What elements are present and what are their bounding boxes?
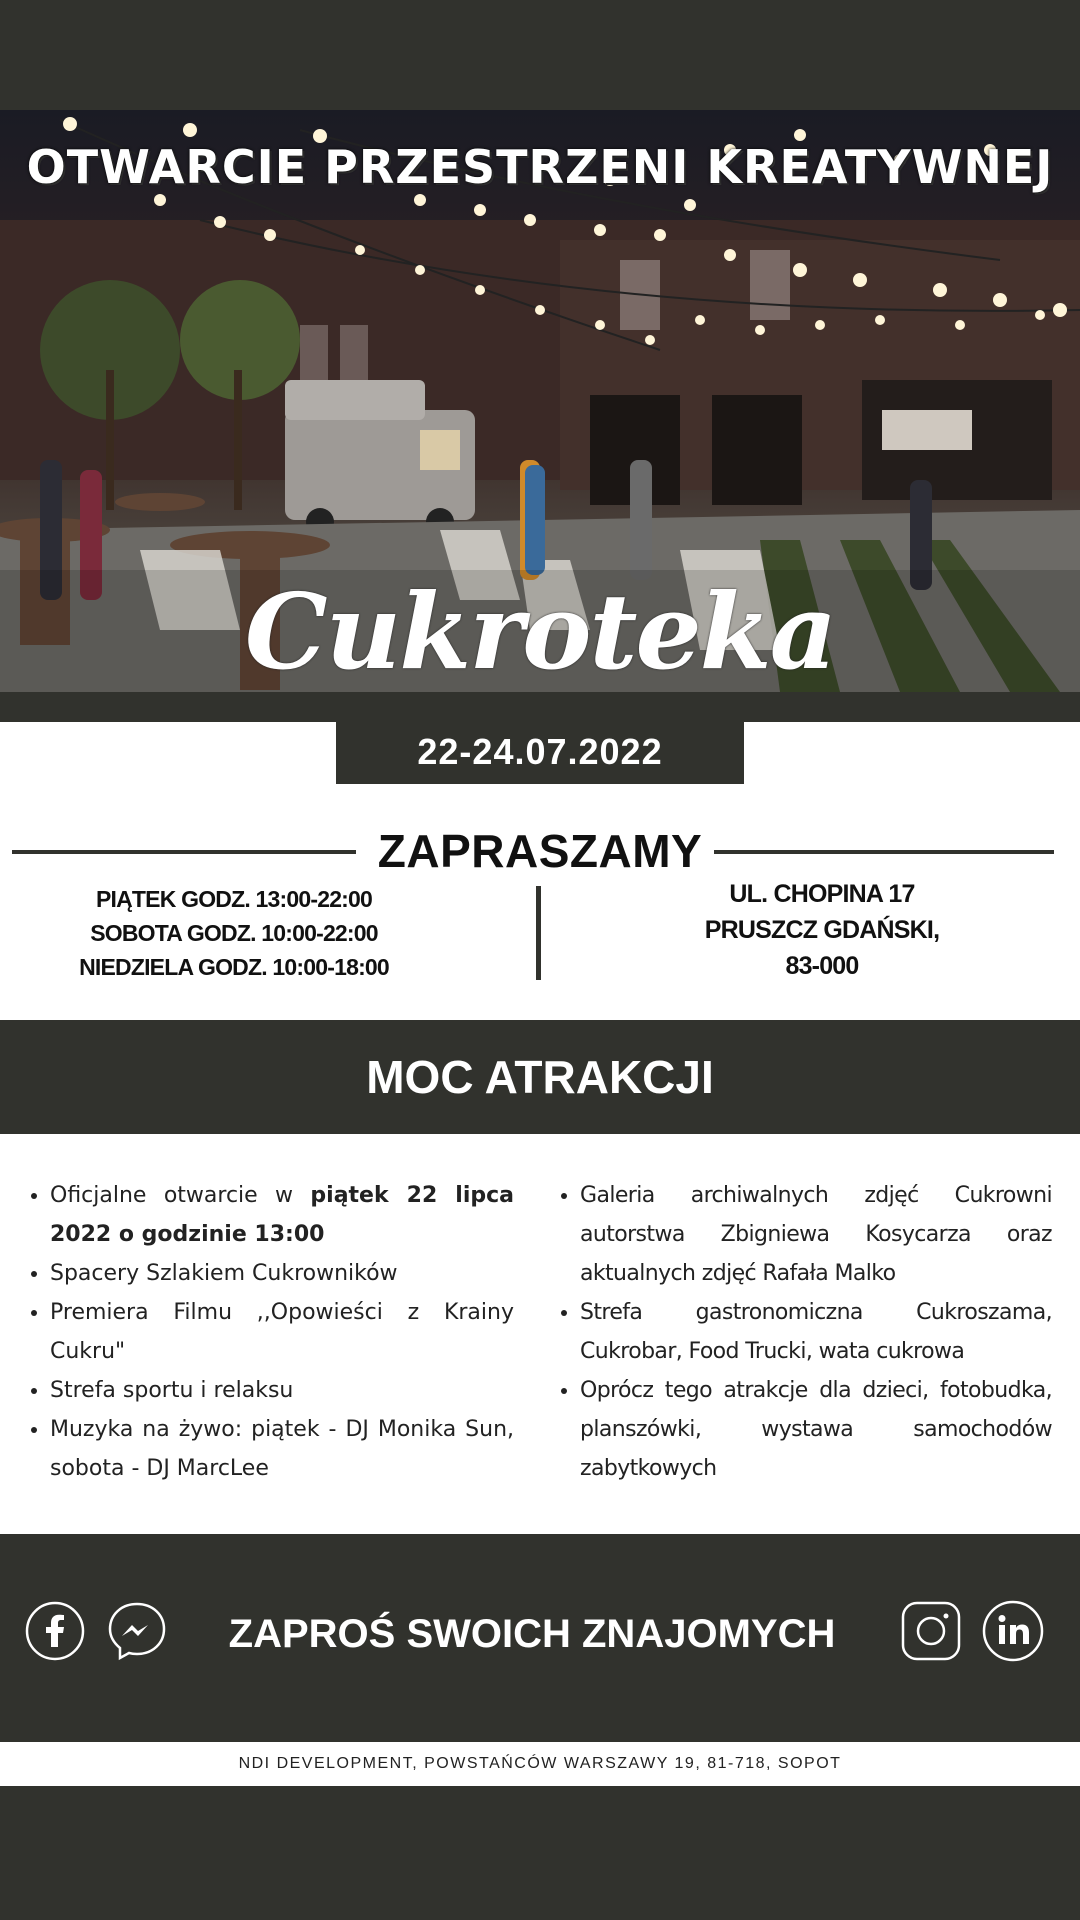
vertical-divider — [536, 886, 541, 980]
hours-friday: PIĄTEK GODZ. 13:00-22:00 — [95, 886, 373, 912]
cukroteka-logo: Cukroteka — [244, 570, 836, 692]
list-item: • Spacery Szlakiem Cukrowników — [50, 1254, 514, 1293]
list-item: • Strefa sportu i relaksu — [50, 1371, 514, 1410]
hours-sunday: NIEDZIELA GODZ. 10:00-18:00 — [79, 954, 389, 980]
divider-strip — [0, 692, 1080, 722]
attractions-list-right — [552, 1176, 1052, 1488]
event-address — [620, 876, 1024, 984]
hero-image — [0, 110, 1080, 692]
list-item: • Galeria archiwalnych zdjęć Cukrowni autorstwa Zbigniewa Kosycarza oraz aktualnych zdjęć Rafała Malko — [580, 1176, 1052, 1293]
list-item: • Oficjalne otwarcie w piątek 22 lipca 2022 o godzinie 13:00 — [50, 1176, 514, 1254]
attractions-panel — [0, 1134, 1080, 1534]
hero-title: OTWARCIE PRZESTRZENI KREATYWNEJ — [26, 140, 1054, 194]
attractions-list-left — [22, 1176, 514, 1488]
attractions-heading: MOC ATRAKCJI — [0, 1020, 1080, 1134]
instagram-icon[interactable] — [900, 1600, 962, 1662]
messenger-icon[interactable] — [106, 1600, 168, 1662]
event-info-panel — [0, 722, 1080, 1020]
address-city: PRUSZCZ GDAŃSKI, — [704, 916, 940, 944]
list-item: • Oprócz tego atrakcje dla dzieci, fotobudka, planszówki, wystawa samochodów zabytkowych — [580, 1371, 1052, 1488]
address-street: UL. CHOPINA 17 — [729, 880, 915, 908]
linkedin-icon[interactable] — [982, 1600, 1044, 1662]
event-date: 22-24.07.2022 — [336, 722, 744, 784]
list-item: • Premiera Filmu ,,Opowieści z Krainy Cukru" — [50, 1293, 514, 1371]
invite-friends-section — [0, 1534, 1080, 1742]
list-item: • Muzyka na żywo: piątek - DJ Monika Sun, sobota - DJ MarcLee — [50, 1410, 514, 1488]
footer-company-address: NDI DEVELOPMENT, POWSTAŃCÓW WARSZAWY 19, 81-718, SOPOT — [238, 1755, 842, 1772]
address-postcode: 83-000 — [785, 952, 859, 980]
invite-heading: ZAPRASZAMY — [377, 825, 703, 877]
facebook-icon[interactable] — [24, 1600, 86, 1662]
list-item: • Strefa gastronomiczna Cukroszama, Cukrobar, Food Trucki, wata cukrowa — [580, 1293, 1052, 1371]
opening-hours — [34, 882, 434, 984]
footer-bar — [0, 1742, 1080, 1786]
hours-saturday: SOBOTA GODZ. 10:00-22:00 — [90, 920, 378, 946]
invite-friends-text: ZAPROŚ SWOICH ZNAJOMYCH — [228, 1612, 836, 1656]
